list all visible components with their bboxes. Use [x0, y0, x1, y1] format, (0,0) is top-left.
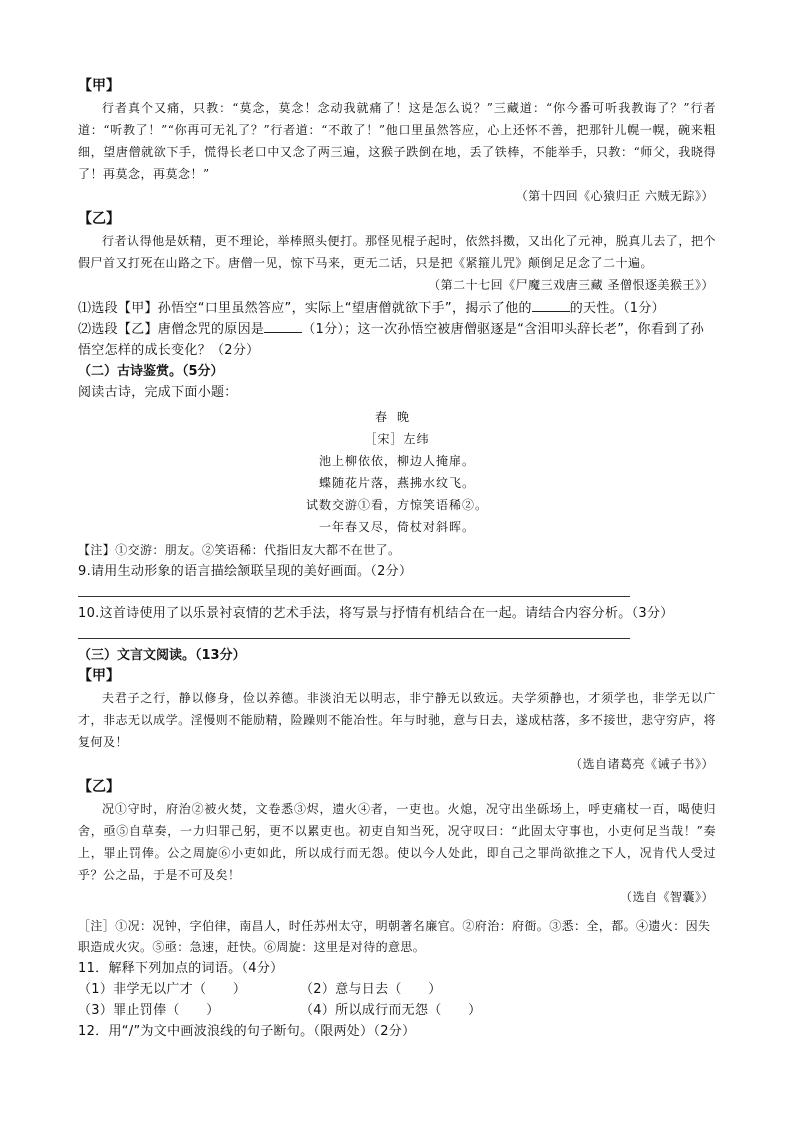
section-2-intro: 阅读古诗，完成下面小题：	[78, 385, 238, 400]
classical-yi-text: 况①守时，府治②被火焚，文卷悉③烬，遗火④者，一吏也。火熄，况守出坐砾场上，呼吏痛杖一百，喝使归舍，亟⑤自草奏，一力归罪己躬，更不以累吏也。初吏自知当死，况守叹曰：“此固太守事也，小吏何足当哉！”奏上，罪止罚俸。公之周旋⑥小吏如此，所以成行而无怨。使以今人处此，即自己之罪尚欲推之下人，况肯代人受过乎？公之品，于是不可及矣！	[78, 802, 716, 882]
poem-line: 一年春又尽，倚杖对斜晖。	[318, 520, 475, 534]
passage-jia-marker: 【甲】	[78, 78, 120, 94]
question-2-prefix: ⑵选段【乙】唐僧念咒的原因是	[78, 322, 265, 337]
classical-yi-marker: 【乙】	[78, 779, 120, 795]
question-11: 11．解释下列加点的词语。（4分）	[78, 961, 284, 976]
section-2-heading: （二）古诗鉴赏。（5分）	[78, 364, 224, 379]
poem-note: 【注】①交游：朋友。②笑语稀：代指旧友大都不在世了。	[78, 543, 401, 557]
question-9: 9.请用生动形象的语言描绘颔联呈现的美好画面。（2分）	[78, 564, 413, 579]
question-2-suffix: （1分）；这一次孙悟空被唐僧驱逐是“含泪叩头辞长老”，你看到了孙悟空怎样的成长变化？（2分）	[78, 322, 705, 358]
passage-yi-marker: 【乙】	[78, 211, 120, 227]
poem-line: 池上柳依依，柳边人掩扉。	[318, 454, 475, 468]
question-2	[78, 319, 716, 361]
question-11-item: （2）意与日去（ ）	[300, 982, 442, 997]
poem-title: 春晚	[374, 410, 419, 424]
section-3-heading: （三）文言文阅读。（13分）	[78, 648, 246, 663]
poem-author: ［宋］左纬	[364, 432, 430, 446]
passage-yi-text: 行者认得他是妖精，更不理论，举棒照头便打。那怪见棍子起时，依然抖擞，又出化了元神，脱真儿去了，把个假尸首又打死在山路之下。唐僧一见，惊下马来，更无二话，只是把《紧箍儿咒》颠倒足足念了二十遍。	[78, 234, 716, 270]
question-10: 10.这首诗使用了以乐景衬哀情的艺术手法，将写景与抒情有机结合在一起。请结合内容分析。（3分）	[78, 606, 674, 621]
classical-yi-source: （选自《智囊》）	[619, 890, 714, 904]
question-11-row-1	[78, 979, 716, 1000]
question-11-item: （3）罪止罚俸（ ）	[78, 1003, 220, 1018]
classical-jia-marker: 【甲】	[78, 668, 120, 684]
classical-note: ［注］①况：况钟，字伯律，南昌人，时任苏州太守，明朝著名廉官。②府治：府衙。③悉：全，都。④遗火：因失职造成火灾。⑤亟：急速，赶快。⑥周旋：这里是对待的意思。	[78, 919, 711, 954]
classical-jia-source: （选自诸葛亮《诫子书》）	[569, 757, 714, 771]
poem-block	[78, 406, 716, 538]
poem-line: 蝶随花片落，燕拂水纹飞。	[318, 476, 475, 490]
answer-line-9[interactable]	[78, 582, 630, 597]
passage-yi-source: （第二十七回《尸魔三戏唐三藏 圣僧恨逐美猴王》）	[428, 278, 714, 292]
passage-jia-source: （第十四回《心猿归正 六贼无踪》）	[515, 189, 714, 203]
question-1-suffix: 的天性。（1分）	[569, 301, 665, 316]
question-1	[78, 298, 716, 319]
answer-blank-2[interactable]	[264, 320, 302, 333]
question-11-row-2	[78, 1000, 716, 1021]
question-12: 12．用“/”为文中画波浪线的句子断句。（限两处）（2分）	[78, 1024, 416, 1039]
question-11-item: （1）非学无以广才（ ）	[78, 982, 247, 997]
poem-line: 试数交游①看，方惊笑语稀②。	[305, 498, 488, 512]
question-11-item: （4）所以成行而无怨（ ）	[300, 1003, 482, 1018]
answer-line-10[interactable]	[78, 624, 630, 639]
answer-blank-1[interactable]	[532, 299, 570, 312]
question-1-prefix: ⑴选段【甲】孙悟空“口里虽然答应”，实际上“望唐僧就欲下手”，揭示了他的	[78, 301, 532, 316]
classical-jia-text: 夫君子之行，静以修身，俭以养德。非淡泊无以明志，非宁静无以致远。夫学须静也，才须学也，非学无以广才，非志无以成学。淫慢则不能励精，险躁则不能冶性。年与时驰，意与日去，遂成枯落，多不接世，悲守穷庐，将复何及！	[78, 691, 716, 749]
passage-jia-text: 行者真个又痛，只教：“莫念，莫念！念动我就痛了！这是怎么说？”三藏道：“你今番可听我教诲了？”行者道：“听教了！”“你再可无礼了？”行者道：“不敢了！”他口里虽然答应，心上还怀不善，把那针儿幌一幌，碗来粗细，望唐僧就欲下手，慌得长老口中又念了两三遍，这猴子跌倒在地，丢了铁棒，不能举手，只教：“师父，我晓得了！再莫念，再莫念！”	[78, 101, 716, 181]
